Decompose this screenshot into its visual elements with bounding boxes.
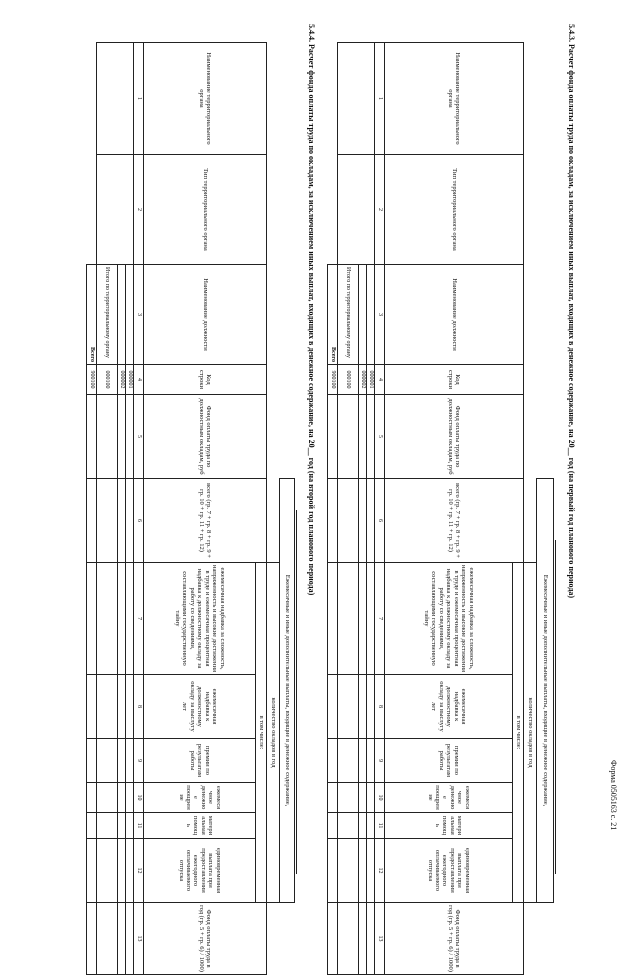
row-code: 000002 bbox=[359, 365, 367, 395]
col-performance-bonus: премии по результатам работы bbox=[144, 739, 256, 783]
column-number: 8 bbox=[134, 675, 144, 739]
position-cell[interactable] bbox=[118, 265, 126, 365]
column-number: 11 bbox=[375, 813, 385, 839]
section-title-5-4-3: 5.4.3. Расчет фонда оплаты труда по окладам, за исключением иных выплат, входящих в денежное содержание, на 20__ год (на первый год планового периода) bbox=[567, 24, 576, 599]
salary-fund-table-5-4-4 bbox=[86, 42, 295, 975]
total-row bbox=[328, 43, 338, 975]
including-header: в том числе: bbox=[256, 563, 267, 903]
col-position-name: Наименование должности bbox=[144, 265, 267, 365]
column-number: 7 bbox=[375, 563, 385, 675]
col-territorial-body-type: Тип территориального органа bbox=[144, 155, 267, 265]
form-number: Форма 0505163 с. 21 bbox=[609, 760, 618, 831]
col-salary-fund: Фонд оплаты труда по должностным окладам, руб bbox=[385, 395, 524, 479]
sub-header: количество окладов в год bbox=[267, 563, 280, 903]
column-number: 13 bbox=[134, 903, 144, 975]
column-number: 7 bbox=[134, 563, 144, 675]
row-code: 000002 bbox=[118, 365, 126, 395]
column-number: 1 bbox=[134, 43, 144, 155]
column-number: 12 bbox=[375, 839, 385, 903]
column-number: 1 bbox=[375, 43, 385, 155]
column-number: 11 bbox=[134, 813, 144, 839]
column-number: 2 bbox=[134, 155, 144, 265]
including-header: в том числе: bbox=[513, 563, 524, 903]
row-code: 000001 bbox=[126, 365, 134, 395]
salary-fund-table-5-4-3 bbox=[327, 42, 554, 975]
col-total: всего (гр. 7 + гр. 8 + гр. 9 + гр. 10 + гр. 11 + гр. 12) bbox=[385, 479, 524, 563]
column-number: 4 bbox=[134, 365, 144, 395]
position-cell[interactable] bbox=[126, 265, 134, 365]
column-number: 10 bbox=[134, 783, 144, 813]
sub-header: количество окладов в год bbox=[524, 563, 537, 903]
col-territorial-body-type: Тип территориального органа bbox=[385, 155, 524, 265]
col-monthly-incentive: ежемесячное денежное поощрение bbox=[385, 783, 513, 813]
total-code: 900100 bbox=[87, 365, 97, 395]
total-code: 900100 bbox=[328, 365, 338, 395]
super-header: Ежемесячные и иные дополнительные выплаты, входящие в денежное содержание, bbox=[537, 479, 554, 903]
row-code: 000001 bbox=[367, 365, 375, 395]
col-vacation-payment: единовременная выплата при предоставлении ежегодного оплачиваемого отпуска bbox=[144, 839, 256, 903]
territorial-body-name-cell[interactable] bbox=[338, 43, 375, 155]
col-complexity-bonus: ежемесячная надбавка за сложность, напряженность и высокие достижения в труде и ежемесячная процентная надбавка к должностному окладу за работу со сведениями, составляющими государственную тайну bbox=[144, 563, 256, 675]
total-label: Всего bbox=[87, 265, 97, 365]
territorial-body-type-cell[interactable] bbox=[338, 155, 375, 265]
col-material-aid: материальная помощь bbox=[385, 813, 513, 839]
table-top-border bbox=[296, 510, 297, 874]
col-monthly-incentive: ежемесячное денежное поощрение bbox=[144, 783, 256, 813]
column-number: 2 bbox=[375, 155, 385, 265]
col-position-name: Наименование должности bbox=[385, 265, 524, 365]
col-material-aid: материальная помощь bbox=[144, 813, 256, 839]
column-number: 3 bbox=[134, 265, 144, 365]
subtotal-label: Итого по территориальному органу bbox=[338, 265, 359, 365]
table-top-border bbox=[555, 540, 556, 874]
col-vacation-payment: единовременная выплата при предоставлении ежегодного оплачиваемого отпуска bbox=[385, 839, 513, 903]
column-number: 4 bbox=[375, 365, 385, 395]
column-number: 8 bbox=[375, 675, 385, 739]
column-number: 10 bbox=[375, 783, 385, 813]
col-seniority-bonus: ежемесячная надбавка к должностному окладу за выслугу лет bbox=[385, 675, 513, 739]
column-number: 6 bbox=[375, 479, 385, 563]
table-row bbox=[126, 43, 134, 975]
col-territorial-body-name: Наименование территориального органа bbox=[385, 43, 524, 155]
col-row-code: Код строки bbox=[385, 365, 524, 395]
position-cell[interactable] bbox=[359, 265, 367, 365]
territorial-body-name-cell[interactable] bbox=[97, 43, 134, 155]
column-number: 9 bbox=[134, 739, 144, 783]
table-row bbox=[367, 43, 375, 975]
subtotal-code: 000100 bbox=[338, 365, 359, 395]
col-salary-fund: Фонд оплаты труда по должностным окладам, руб bbox=[144, 395, 267, 479]
column-number: 3 bbox=[375, 265, 385, 365]
col-row-code: Код строки bbox=[144, 365, 267, 395]
column-number: 13 bbox=[375, 903, 385, 975]
subtotal-label: Итого по территориальному органу bbox=[97, 265, 118, 365]
col-seniority-bonus: ежемесячная надбавка к должностному окладу за выслугу лет bbox=[144, 675, 256, 739]
col-territorial-body-name: Наименование территориального органа bbox=[144, 43, 267, 155]
col-total: всего (гр. 7 + гр. 8 + гр. 9 + гр. 10 + гр. 11 + гр. 12) bbox=[144, 479, 267, 563]
col-complexity-bonus: ежемесячная надбавка за сложность, напряженность и высокие достижения в труде и ежемесячная процентная надбавка к должностному окладу за работу со сведениями, составляющими государственную тайну bbox=[385, 563, 513, 675]
section-title-5-4-4: 5.4.4. Расчет фонда оплаты труда по окладам, за исключением иных выплат, входящих в денежное содержание, на 20__ год (на второй год планового периода) bbox=[307, 24, 316, 596]
col-annual-fund: Фонд оплаты труда в год (гр. 5 + гр. 6) / 1000) bbox=[385, 903, 524, 975]
total-row bbox=[87, 43, 97, 975]
col-performance-bonus: премии по результатам работы bbox=[385, 739, 513, 783]
territorial-body-type-cell[interactable] bbox=[97, 155, 134, 265]
column-number: 5 bbox=[375, 395, 385, 479]
col-annual-fund: Фонд оплаты труда в год (гр. 5 + гр. 6) / 1000) bbox=[144, 903, 267, 975]
column-number: 9 bbox=[375, 739, 385, 783]
super-header: Ежемесячные и иные дополнительные выплаты, входящие в денежное содержание, bbox=[280, 479, 295, 903]
column-number: 6 bbox=[134, 479, 144, 563]
position-cell[interactable] bbox=[367, 265, 375, 365]
column-number: 12 bbox=[134, 839, 144, 903]
column-number: 5 bbox=[134, 395, 144, 479]
subtotal-code: 000100 bbox=[97, 365, 118, 395]
total-label: Всего bbox=[328, 265, 338, 365]
